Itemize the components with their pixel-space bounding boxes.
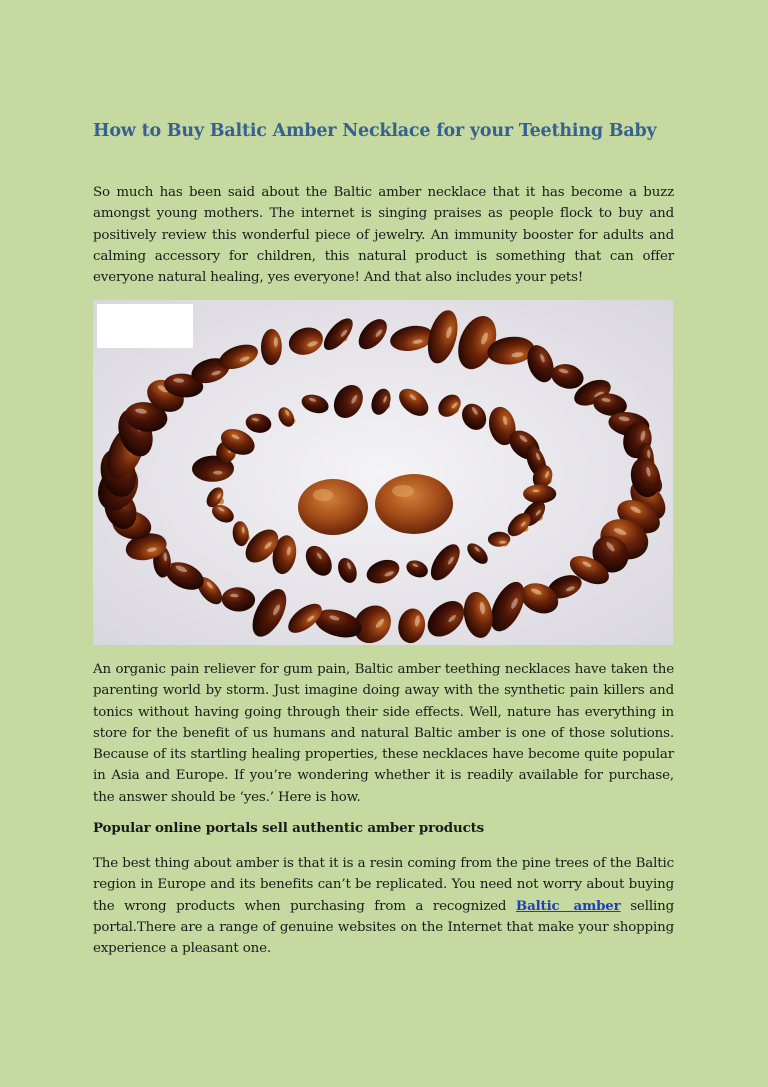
amber-necklace-photo (93, 300, 673, 645)
necklace-illustration (93, 300, 673, 645)
closing-paragraph (93, 853, 674, 959)
amber-chip-bead (523, 485, 556, 504)
large-amber-bead (375, 474, 453, 534)
body-paragraph: An organic pain reliever for gum pain, Baltic amber teething necklaces have taken the parenting world by storm. Just imagine doing away with the synthetic pain killers and tonics without having going through their side effects. Well, nature has everything in store for the benefit of us humans and natural Baltic amber is one of those solutions. Because of its startling healing properties, these necklaces have become quite popular in Asia and Europe. If you’re wondering whether it is readily available for purchase, the answer should be ‘yes.’ Here is how. (93, 662, 674, 805)
page-title: How to Buy Baltic Amber Necklace for your Teething Baby (93, 121, 657, 141)
large-amber-bead (298, 479, 368, 535)
photo-corner-patch (97, 304, 193, 348)
intro-paragraph: So much has been said about the Baltic amber necklace that it has become a buzz amongst young mothers. The internet is singing praises as people flock to buy and positively review this wonderful piece of jewelry. An immunity booster for adults and calming accessory for children, this natural product is something that can offer everyone natural healing, yes everyone! And that also includes your pets! (93, 185, 674, 286)
baltic-amber-link[interactable]: Baltic amber (515, 897, 621, 914)
closing-text-start: The best thing about amber is that it is a resin coming from the pine trees of the Baltic region in Europe and its benefits can’t be replicated. You need not worry about buying the wrong products when purchasing from a recognized (93, 856, 674, 914)
closing-text-end: selling portal.There are a range of genuine websites on the Internet that make your shopping experience a pleasant one. (93, 898, 675, 957)
section-subheading: Popular online portals sell authentic amber products (93, 820, 485, 836)
